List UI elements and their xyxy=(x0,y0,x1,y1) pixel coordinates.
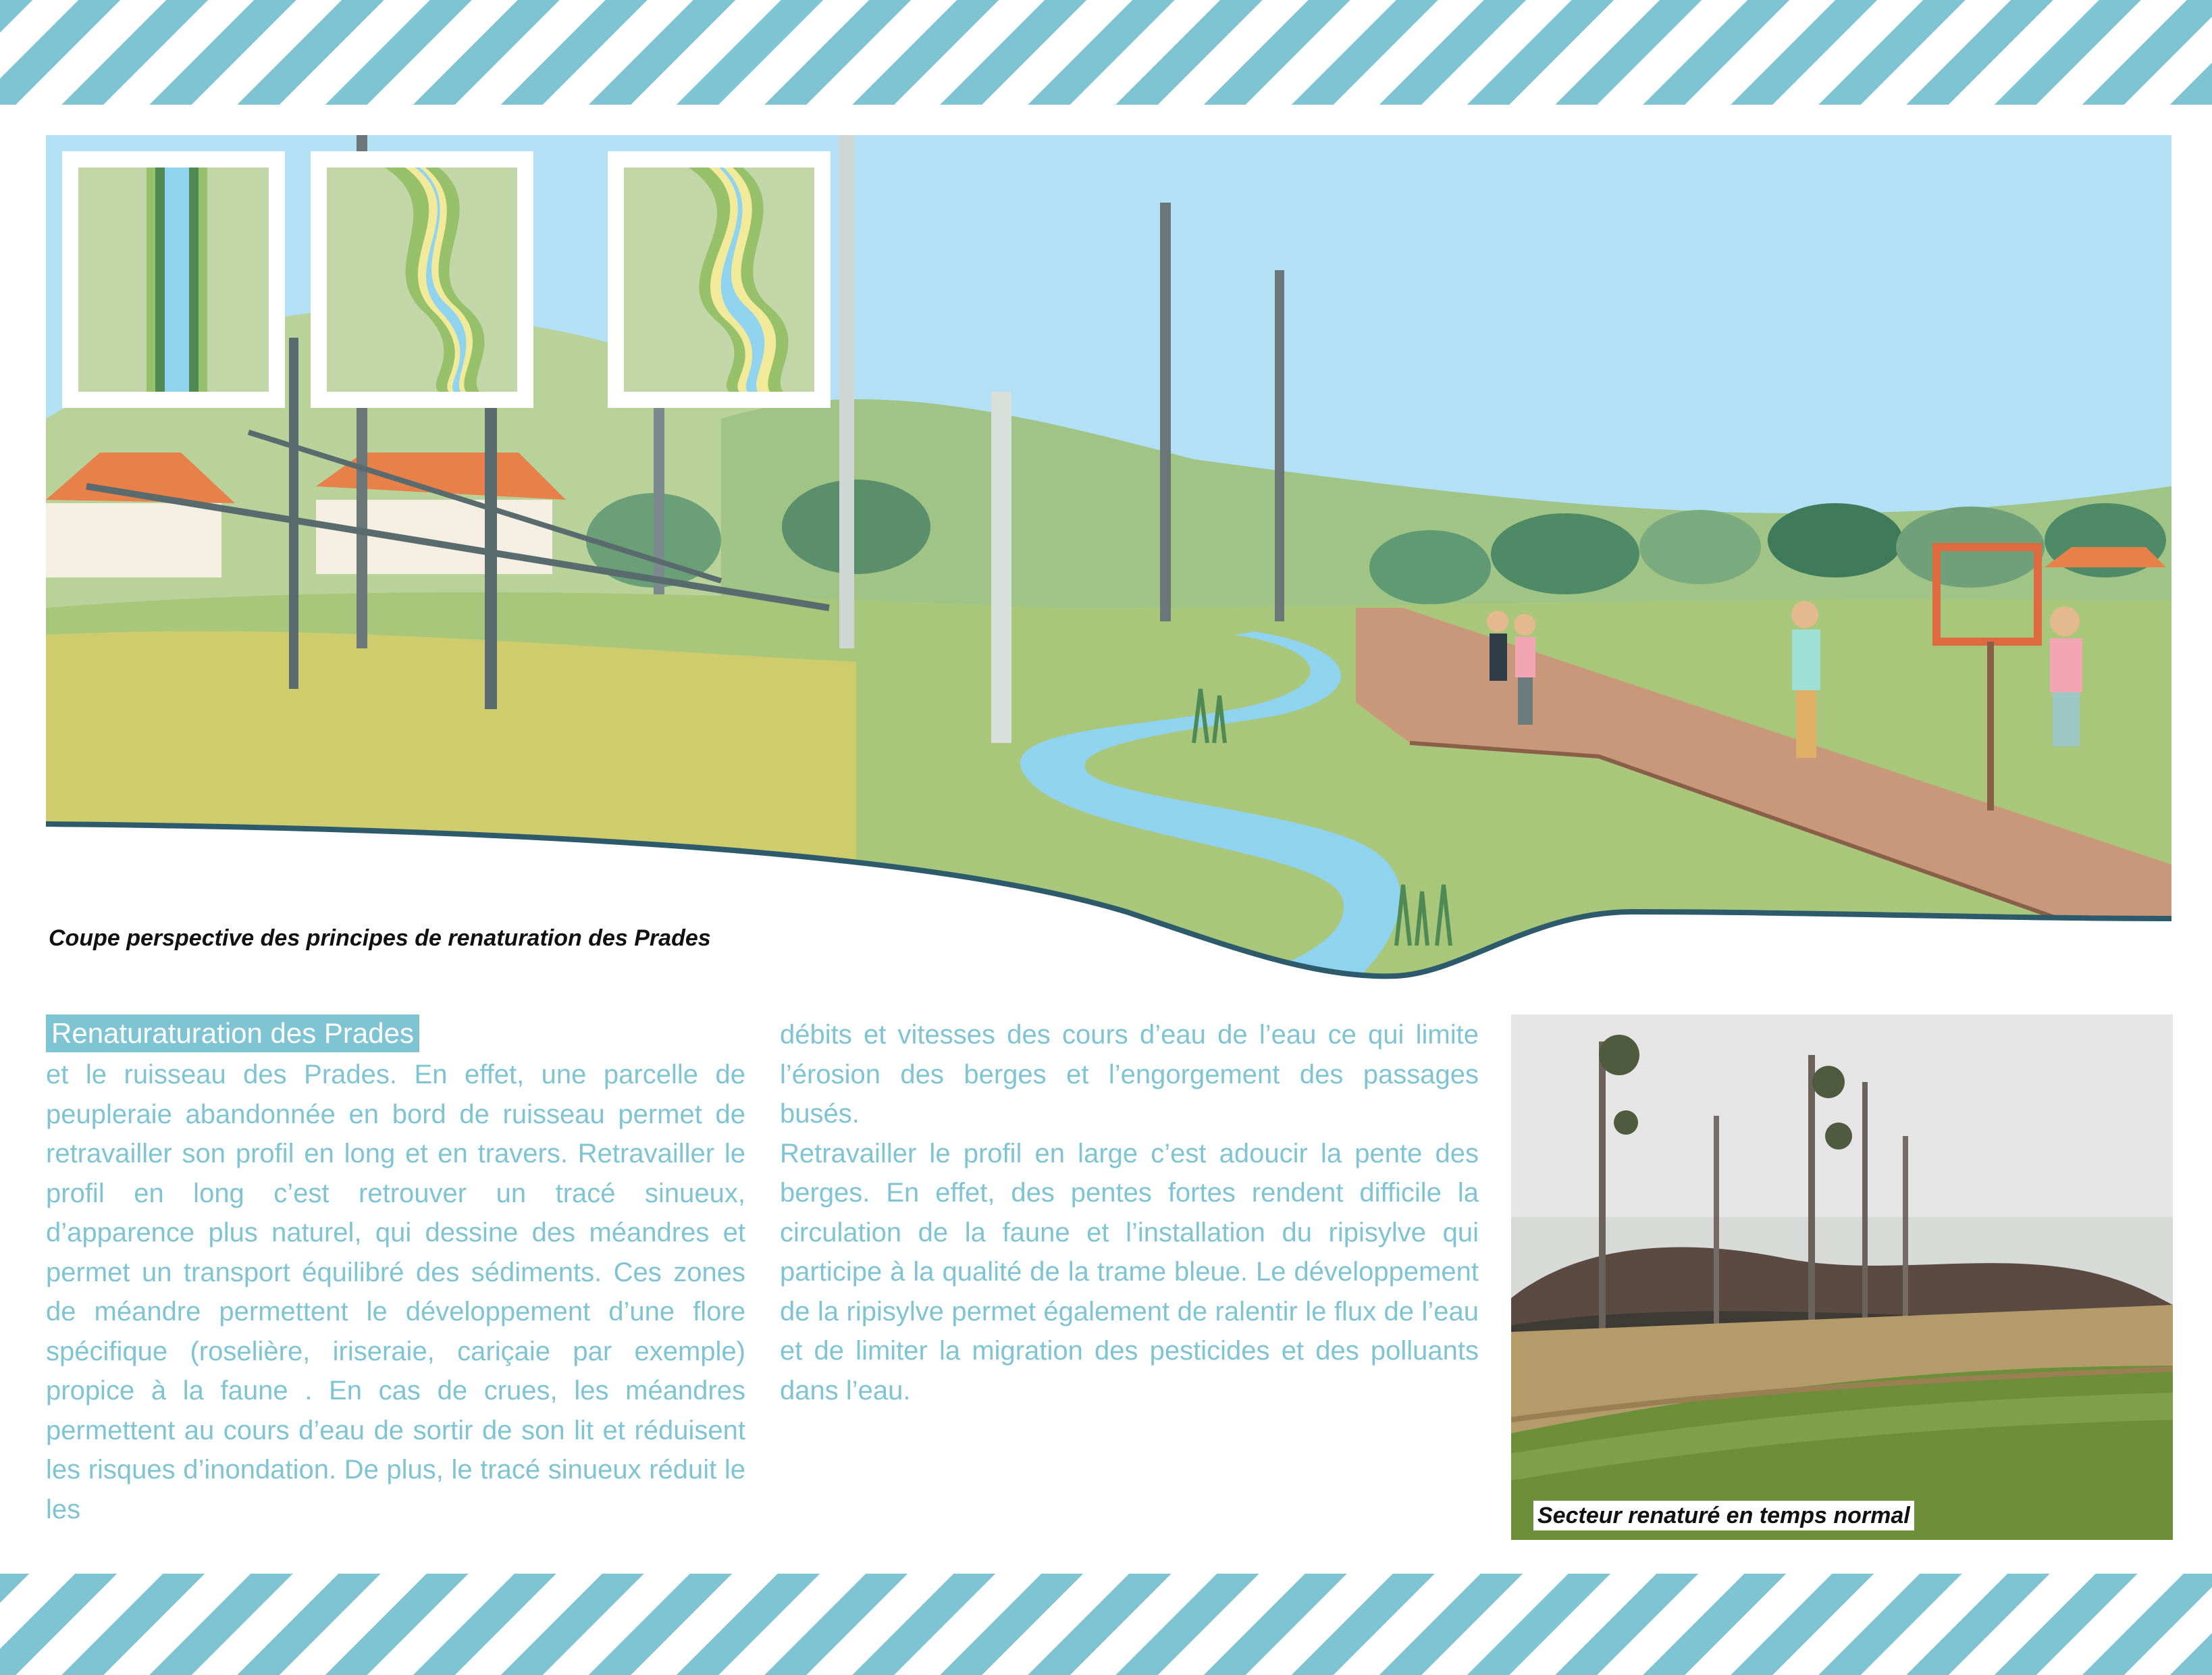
text-column-2 xyxy=(780,1015,1479,1410)
top-stripe-band xyxy=(0,0,2212,105)
bottom-stripe-band xyxy=(0,1574,2212,1675)
text-column-1 xyxy=(46,1055,745,1529)
renaturation-illustration xyxy=(46,135,2171,986)
paragraph: et le ruisseau des Prades. En effet, une parcelle de peupleraie abandonnée en bord de ruisseau permet de retravailler son profil en long et en travers. Retravailler le profil en long c’est retrouver un tracé sinueux, d’apparence plus naturel, qui dessine des méandres et permet un transport équilibré des sédiments. Ces zones de méandre permettent le développement d’une flore spécifique (roselière, iriseraie, cariçaie par exemple) propice à la faune . En cas de crues, les méandres permettent au cours d’eau de sortir de son lit et réduisent les risques d’inondation. De plus, le tracé sinueux réduit le les xyxy=(46,1060,745,1524)
site-photo xyxy=(1511,1014,2173,1540)
inset-meandering-channel xyxy=(311,151,533,408)
illustration-caption: Coupe perspective des principes de renaturation des Prades xyxy=(49,925,711,951)
paragraph: Retravailler le profil en large c’est adoucir la pente des berges. En effet, des pentes fortes rendent difficile la circulation de la faune et l’installation du ripisylve qui participe à la qualité de la trame bleue. Le développement de la ripisylve permet également de ralentir le flux de l’eau et de limiter la migration des pesticides et des polluants dans l’eau. xyxy=(780,1138,1479,1406)
photo-caption: Secteur renaturé en temps normal xyxy=(1533,1501,1914,1530)
paragraph: débits et vitesses des cours d’eau de l’eau ce qui limite l’érosion des berges et l’engorgement des passages busés. xyxy=(780,1020,1479,1129)
inset-straight-channel xyxy=(62,151,285,408)
inset-meandering-channel-with-banks xyxy=(608,151,831,408)
section-title: Renaturaturation des Prades xyxy=(46,1014,419,1052)
